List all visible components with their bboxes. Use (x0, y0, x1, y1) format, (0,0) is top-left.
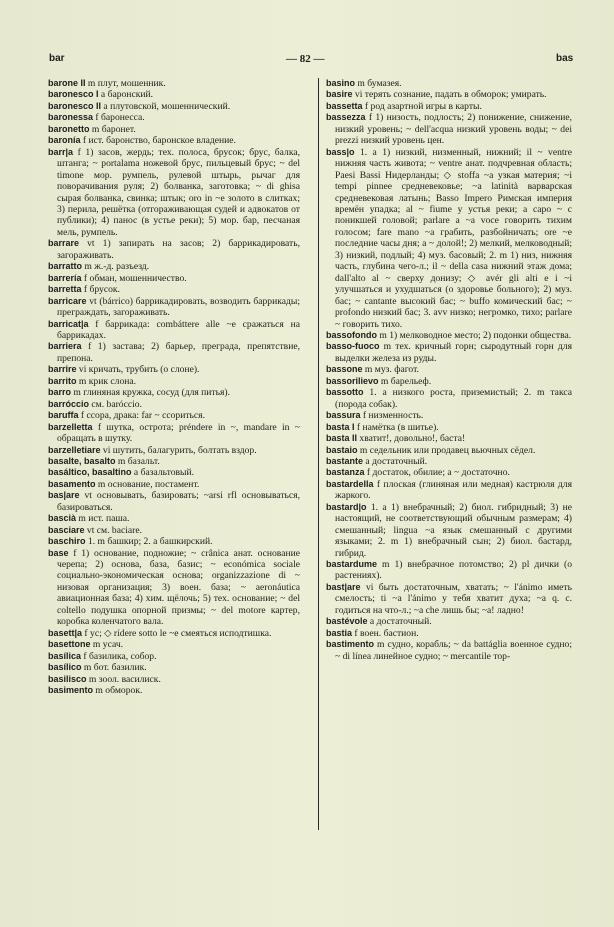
dictionary-entry (326, 502, 572, 559)
dictionary-entry (48, 456, 300, 467)
definition: f воен. бастион. (352, 627, 419, 639)
definition: m глиняная кружка, сосуд (для питья). (71, 387, 231, 399)
definition: f обман, мошенничество. (81, 272, 187, 284)
dictionary-entry (326, 89, 572, 100)
definition: f шутка, острота; préndere in ~, mandare in ~ обращать в шутку. (57, 421, 300, 445)
dictionary-entry (48, 490, 300, 513)
definition: m 1) мелководное место; 2) подонки общества. (377, 329, 572, 341)
definition: m основание, постамент. (95, 478, 200, 490)
headword: bassorilievo (326, 375, 379, 386)
page-number: — 82 — (286, 53, 325, 65)
dictionary-entry (48, 639, 300, 650)
headword: basettone (48, 639, 91, 650)
headword: bastanza (326, 467, 365, 478)
definition: a баронский. (98, 89, 154, 101)
headword: bassezza (326, 112, 366, 123)
definition: f брусок. (81, 284, 120, 296)
definition: a достаточный. (367, 616, 432, 628)
headword: bassetta (326, 100, 363, 111)
headword: bastante (326, 455, 364, 466)
definition: m зоол. василиск. (86, 673, 161, 685)
headword: bassura (326, 410, 361, 421)
headword: basta II (326, 433, 358, 444)
headword: basalte, basalto (48, 455, 116, 466)
dictionary-entry (48, 651, 300, 662)
right-column (326, 78, 572, 662)
definition: vt 1) запирать на засов; 2) баррикадировать, загораживать. (57, 238, 300, 261)
dictionary-entry (326, 433, 572, 444)
definition: m бумазея. (355, 78, 402, 89)
dictionary-entry (48, 147, 300, 239)
headword: baronesco II (48, 100, 102, 111)
headword: barretta (48, 284, 82, 295)
dictionary-entry (326, 639, 572, 662)
definition: m базальт. (115, 455, 160, 467)
definition: f ист. баронство, баронское владение. (80, 135, 236, 147)
dictionary-entry (48, 261, 300, 272)
definition: f намётка (в шитье). (354, 421, 439, 433)
dictionary-entry (326, 445, 572, 456)
dictionary-entry (326, 559, 572, 582)
definition: 1. a 1) низкий, низменный, нижний; il ~ ventre нижняя часть живота; ~ ventre анат. подчревная область; Paesi Bassi Нидерланды; ◇ stoffa ~a узкая материя; ~i tempi pinnee средневековье; ~a latinità варварская средневековая латынь; Basso Impero Римская империя времён упадка; al ~ fiume у устья реки; a capo ~ с поникшей головой; parlare a ~a voce говорить тихим голосом; fare mano ~a грабить, разбойничать; ore ~e последние часы дня; a ~ долой!; 2) мелкий, мелководный; 3) низкий, подлый; 4) муз. басовый; 2. m 1) низ, нижняя часть, глубина чего-л.; il ~ della casa нижний этаж дома; dall'alto al ~ сверху донизу; ◇ avér gli alti e i ~i улучшаться и ухудшаться (о здоровье больного); 2) муз. бас; ~ cantante высокий бас; ~ buffo комический бас; ~ profondo низкий бас; 3. avv низко; негромко, тихо; parlare ~ говорить тихо. (335, 146, 572, 330)
dictionary-entry (48, 376, 300, 387)
headword: bassone (326, 364, 363, 375)
headword: barróccio (48, 398, 90, 409)
dictionary-entry (326, 101, 572, 112)
dictionary-entry (48, 662, 300, 673)
dictionary-entry (48, 628, 300, 639)
headword: barricat|a (48, 318, 89, 329)
dictionary-entry (48, 319, 300, 342)
headword: barrire (48, 364, 77, 375)
definition: 1. m башкир; 2. a башкирский. (85, 536, 213, 548)
definition: vt см. baciare. (84, 524, 143, 536)
dictionary-entry (326, 376, 572, 387)
dictionary-entry (48, 445, 300, 456)
headword: bastimento (326, 639, 375, 650)
headword: barro (48, 387, 72, 398)
definition: m 1) внебрачное потомство; 2) pl дички (о растениях). (335, 559, 572, 582)
headword: baronetto (48, 123, 90, 134)
headword: baronesco I (48, 89, 99, 100)
dictionary-entry (326, 479, 572, 502)
definition: vi кричать, трубить (о слоне). (76, 364, 200, 376)
dictionary-entry (48, 387, 300, 398)
definition: m ист. паша. (76, 513, 130, 525)
definition: f ссора, драка: far ~ ссориться. (78, 410, 205, 422)
headword: basílico (48, 662, 82, 673)
definition: m судно, корабль; ~ da battáglia военное судно; ~ di línea линейное судно; ~ mercantile тор- (335, 639, 572, 662)
dictionary-entry (326, 330, 572, 341)
dictionary-entry (48, 364, 300, 375)
dictionary-entry (326, 410, 572, 421)
definition: a достаточный. (363, 455, 428, 467)
definition: f 1) застава; 2) барьер, преграда, препятствие, препона. (57, 341, 300, 364)
dictionary-entry (48, 548, 300, 628)
headword: barzelletta (48, 421, 93, 432)
definition: m баронет. (89, 123, 136, 135)
headword: basamento (48, 478, 96, 489)
definition: f 1) основание, подножие; ~ crânica анат. основание черепа; 2) основа, база, базис; ~ económica sociale социально-экономическая основа; organizzazione di ~ низовая организация; 3) воен. база; ~ aeronáutica авиационная база; 4) хим. щёлочь; 5) тех. основание; ~ del coltello подушка опорной призмы; ~ del motore картер, коробка коленчатого вала. (57, 547, 300, 628)
headword: basciare (48, 524, 85, 535)
definition: m усач. (90, 639, 124, 651)
dictionary-entry (48, 422, 300, 445)
definition: хватит!, довольно!, баста! (357, 433, 466, 445)
headword: bastardume (326, 559, 378, 570)
definition: m ж.-д. разъезд. (82, 261, 150, 273)
definition: m муз. фагот. (362, 364, 419, 376)
definition: f 1) засов, жердь; тех. полоса, брусок; брус, балка, штанга; ~ portalama ножевой брус, пильцевый брус; ~ del timone мор. румпель, рулевой штырь, рычаг для поворачивания руля; 2) болванка, заготовка; ~ di ghisa сырая болванка, свинка; штык; oro in ~e золото в слитках; 3) перила, решётка (отгораживающая судей и адвокатов от публики); 4) панос (в устье реки); 5) мор. бар, песчаная мель, румпель. (57, 146, 300, 238)
definition: a плутовской, мошеннический. (101, 100, 231, 112)
headword: barrare (48, 238, 80, 249)
headword: barratto (48, 261, 83, 272)
definition: f баррикада: combáttere alle ~e сражаться на баррикадах. (57, 318, 300, 341)
dictionary-entry (48, 101, 300, 112)
dictionary-entry (48, 273, 300, 284)
dictionary-entry (326, 147, 572, 330)
dictionary-entry (48, 89, 300, 100)
definition: m барельеф. (378, 375, 432, 387)
headword: bascià (48, 513, 77, 524)
right-guide-word: bas (556, 53, 574, 64)
definition: f низменность. (360, 410, 424, 422)
left-column (48, 78, 300, 696)
headword: barrito (48, 375, 77, 386)
left-guide-word: bar (49, 53, 65, 64)
dictionary-entry (48, 525, 300, 536)
definition: m тех. кричный горн; сыродутный горн для выделки железа из руды. (335, 341, 572, 364)
definition: f плоская (глиняная или медная) кастрюля для жаркого. (335, 478, 572, 502)
definition: f достаток, обилие; a ~ достаточно. (364, 467, 510, 479)
headword: bastévole (326, 616, 368, 627)
headword: barrería (48, 272, 82, 283)
headword: baschiro (48, 536, 86, 547)
headword: bast|are (326, 581, 361, 592)
dictionary-entry (48, 479, 300, 490)
headword: baronía (48, 135, 81, 146)
headword: barricare (48, 295, 87, 306)
dictionary-entry (326, 582, 572, 616)
dictionary-entry (326, 628, 572, 639)
definition: f базилика, собор. (81, 650, 157, 662)
dictionary-entry (48, 674, 300, 685)
definition: vi быть достаточным, хватать; ~ l'ánimo иметь смелость; ti ~a l'ánimo у тебя хватит духа; ~a q. c. годиться на что-л.; ~a che лишь бы; ~a! ладно! (335, 581, 572, 616)
headword: barone II (48, 78, 86, 88)
headword: basino (326, 78, 356, 88)
definition: 1. a низкого роста, приземистый; 2. m такса (порода собак). (335, 387, 572, 410)
dictionary-entry (48, 467, 300, 478)
headword: barr|a (48, 146, 74, 157)
dictionary-entry (48, 135, 300, 146)
headword: basta I (326, 421, 355, 432)
headword: bastard|o (326, 501, 367, 512)
headword: basílica (48, 650, 82, 661)
headword: bastia (326, 627, 353, 638)
dictionary-entry (48, 296, 300, 319)
dictionary-entry (326, 616, 572, 627)
dictionary-entry (326, 112, 572, 146)
headword: baronessa (48, 112, 94, 123)
definition: m седельник или продавец вьючных сёдел. (357, 444, 536, 456)
dictionary-entry (48, 685, 300, 696)
definition: m обморок. (93, 685, 143, 697)
headword: basimento (48, 685, 94, 696)
headword: baruffa (48, 410, 79, 421)
headword: bastardella (326, 478, 374, 489)
definition: f баронесса. (93, 112, 145, 124)
definition: vi терять сознание, падать в обморок; умирать. (352, 89, 547, 101)
dictionary-entry (48, 124, 300, 135)
definition: m крик слона. (76, 375, 137, 387)
headword: basett|a (48, 627, 83, 638)
dictionary-entry (48, 513, 300, 524)
definition: f ус; ◇ rídere sotto le ~e смеяться исподтишка. (82, 627, 272, 639)
headword: bas|are (48, 490, 80, 501)
headword: bassotto (326, 387, 364, 398)
dictionary-entry (48, 410, 300, 421)
headword: bass|o (326, 146, 355, 157)
headword: base (48, 547, 69, 558)
headword: basire (326, 89, 353, 100)
headword: basáltico, basaltino (48, 467, 132, 478)
definition: f 1) низость, подлость; 2) понижение, снижение, низкий уровень; ~ dell'acqua низкий уровень воды; ~ dei prezzi низкий уровень цен. (335, 112, 572, 147)
dictionary-entry (326, 467, 572, 478)
dictionary-entry (326, 364, 572, 375)
column-divider (318, 78, 319, 830)
headword: basilisco (48, 673, 87, 684)
definition: 1. a 1) внебрачный; 2) биол. гибридный; 3) не настоящий, не соответствующий обычным размерам; 4) смешанный; lingua ~a язык смешанный с другими языками; 2. m 1) внебрачный сын; 2) биол. бастард, гибрид. (335, 501, 572, 559)
definition: см. baróccio. (89, 398, 142, 410)
definition: vi шутить, балагурить, болтать вздор. (100, 444, 257, 456)
headword: bassofondo (326, 329, 377, 340)
definition: m бот. базилик. (81, 662, 147, 674)
definition: m плут, мошенник. (85, 78, 166, 89)
definition: f род азартной игры в карты. (362, 100, 482, 112)
dictionary-entry (326, 387, 572, 410)
dictionary-entry (48, 238, 300, 261)
dictionary-entry (326, 422, 572, 433)
definition: a базальтовый. (131, 467, 195, 479)
headword: barriera (48, 341, 82, 352)
dictionary-entry (48, 112, 300, 123)
headword: basso-fuoco (326, 341, 380, 352)
dictionary-entry (48, 284, 300, 295)
dictionary-entry (48, 399, 300, 410)
definition: vt (bárrico) баррикадировать, возводить баррикады; преграждать, загораживать. (57, 295, 300, 319)
headword: bastaio (326, 444, 358, 455)
dictionary-entry (326, 456, 572, 467)
dictionary-entry (48, 341, 300, 364)
dictionary-entry (326, 341, 572, 364)
headword: barzelletiare (48, 444, 101, 455)
dictionary-entry (48, 78, 300, 89)
definition: vt основывать, базировать; ~arsi rfl основываться, базироваться. (57, 490, 300, 513)
dictionary-entry (48, 536, 300, 547)
dictionary-entry (326, 78, 572, 89)
